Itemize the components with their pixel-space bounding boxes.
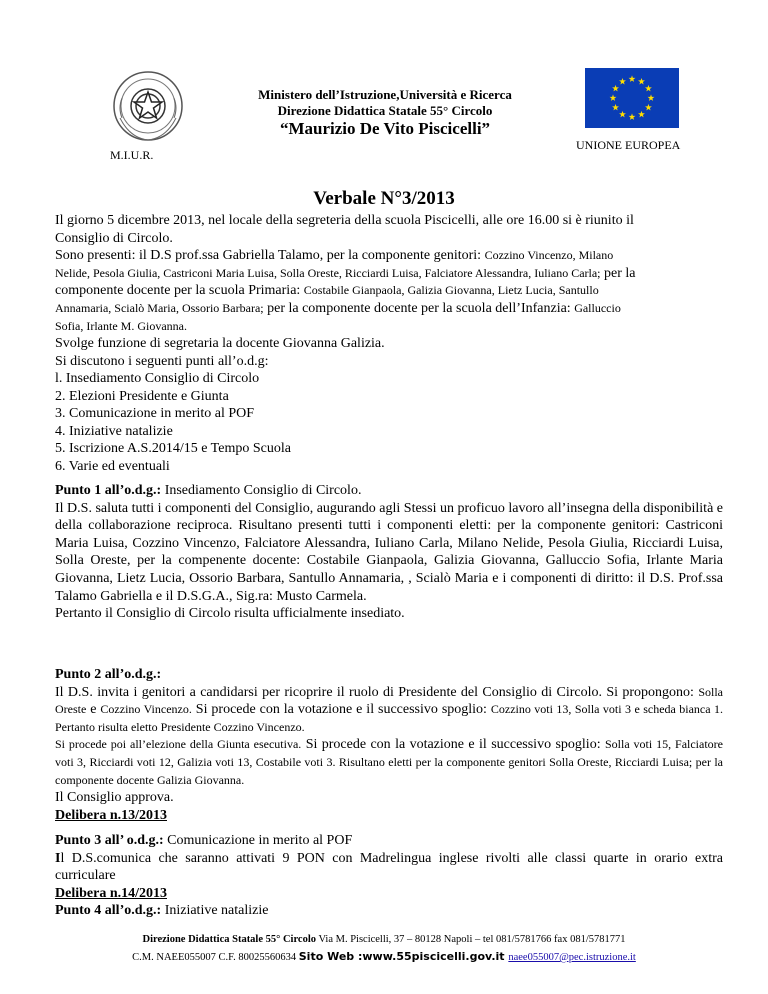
intro-line: Svolge funzione di segretaria la docente Giovanna Galizia. (55, 336, 385, 352)
agenda-item: 2. Elezioni Presidente e Giunta (55, 388, 229, 404)
footer-email-link[interactable]: naee055007@pec.istruzione.it (508, 952, 636, 963)
eu-star-icon (619, 78, 626, 85)
punto-2-approva: Il Consiglio approva. (55, 790, 174, 806)
agenda-item: 6. Varie ed eventuali (55, 458, 170, 474)
punto-4-section (55, 902, 723, 920)
eu-label: UNIONE EUROPEA (576, 138, 681, 152)
ministry-name: Ministero dell’Istruzione,Università e Ricerca (258, 87, 512, 102)
agenda-item: 5. Iscrizione A.S.2014/15 e Tempo Scuola (55, 441, 291, 457)
punto-3-heading: Punto 3 all’ o.d.g.: Comunicazione in merito al POF (55, 833, 353, 848)
delibera-14: Delibera n.14/2013 (55, 885, 167, 901)
document-title: Verbale N°3/2013 (313, 188, 455, 209)
punto-1-section (55, 482, 723, 623)
footer-address: Direzione Didattica Statale 55° Circolo Via M. Piscicelli, 37 – 80128 Napoli – tel 081/5781766 fax 081/5781771 (142, 934, 626, 945)
punto-4-heading: Punto 4 all’o.d.g.: Iniziative natalizie (55, 903, 269, 918)
eu-star-icon (619, 111, 626, 118)
intro-line: Sofia, Irlante M. Giovanna. (55, 318, 187, 333)
eu-star-icon (645, 85, 652, 92)
direction-name: Direzione Didattica Statale 55° Circolo (277, 103, 493, 118)
intro-line: Il giorno 5 dicembre 2013, nel locale della segreteria della scuola Piscicelli, alle ore 16.00 si è riunito il (55, 213, 634, 228)
punto-2-heading: Punto 2 all’o.d.g.: (55, 667, 162, 682)
miur-label: M.I.U.R. (110, 148, 154, 162)
footer-website[interactable]: Sito Web :www.55piscicelli.gov.it (298, 950, 509, 963)
eu-star-icon (610, 94, 617, 101)
agenda-list (55, 370, 723, 476)
intro-line: Consiglio di Circolo. (55, 230, 173, 246)
footer-contacts: C.M. NAEE055007 C.F. 80025560634 Sito Web :www.55piscicelli.gov.it naee055007@pec.istruzione.it (132, 950, 636, 963)
eu-star-icon (629, 75, 636, 82)
eu-star-icon (648, 94, 655, 101)
agenda-item: 4. Iniziative natalizie (55, 423, 173, 439)
eu-star-icon (612, 85, 619, 92)
eu-star-icon (638, 78, 645, 85)
punto-2-section (55, 666, 723, 824)
agenda-item: l. Insediamento Consiglio di Circolo (55, 371, 260, 386)
intro-line: Si discutono i seguenti punti all’o.d.g: (55, 353, 269, 369)
intro-line: Sono presenti: il D.S prof.ssa Gabriella Talamo, per la componente genitori: Cozzino Vincenzo, Milano (55, 248, 614, 264)
punto-1-heading: Punto 1 all’o.d.g.: Insediamento Consiglio di Circolo. (55, 483, 362, 498)
eu-star-icon (638, 111, 645, 118)
school-name: “Maurizio De Vito Piscicelli” (279, 119, 491, 138)
delibera-13: Delibera n.13/2013 (55, 807, 167, 823)
punto-1-body: Il D.S. saluta tutti i componenti del Consiglio, augurando agli Stessi un proficuo lavoro all’insegna della disponibilità e della collaborazione reciproca. Risultano presenti tutti i componenti eletti: per la componente genitori: Castriconi Maria Luisa, Cozzino Vincenzo, Falciatore Alessandra, Iuliano Carla, Milano Nelide, Pesola Giulia, Ricciardi Luisa, Solla Oreste, per la compenente docente: Costabile Gianpaola, Galizia Giovanna, Galluccio Sofia, Irlante Maria Giovanna, Lietz Lucia, Ossorio Barbara, Santullo Annamaria, , Scialò Maria e i componenti di diritto: il D.S. Prof.ssa Talamo Gabriella e il D.S.G.A., Sig.ra: Musto Carmela. (55, 500, 724, 604)
eu-star-icon (629, 113, 636, 120)
eu-flag-icon (585, 68, 679, 128)
punto-3-body: Il D.S.comunica che saranno attivati 9 PON con Madrelingua inglese rivolti alle classi quarte in orario extra curriculare (55, 850, 723, 884)
eu-star-icon (612, 104, 619, 111)
intro-line: Annamaria, Scialò Maria, Ossorio Barbara; per la componente docente per la scuola dell’Infanzia: Galluccio (55, 300, 621, 316)
punto-2-giunta: Si procede poi all’elezione della Giunta esecutiva. Si procede con la votazione e il successivo spoglio: Solla voti 15, Falciatore voti 3, Ricciardi voti 12, Galizia voti 13, Costabile voti 3. Risultano eletti per la componente genitori Solla Oreste, Ricciardi Luisa; per la componente docente Galizia Giovanna. (55, 737, 723, 787)
agenda-item: 3. Comunicazione in merito al POF (55, 406, 255, 422)
italian-republic-emblem-icon (110, 68, 186, 144)
punto-2-body: Il D.S. invita i genitori a candidarsi per ricoprire il ruolo di Presidente del Consiglio di Circolo. Si propongono: Solla Oreste e Cozzino Vincenzo. Si procede con la votazione e il successivo spoglio: Cozzino voti 13, Solla voti 3 e scheda bianca 1. Pertanto risulta eletto Presidente Cozzino Vincenzo. (55, 684, 724, 734)
punto-3-section (55, 832, 723, 902)
intro-line: Nelide, Pesola Giulia, Castriconi Maria Luisa, Solla Oreste, Ricciardi Luisa, Falciatore Alessandra, Iuliano Carla; per la (55, 265, 636, 281)
punto-1-end: Pertanto il Consiglio di Circolo risulta ufficialmente insediato. (55, 606, 405, 622)
eu-star-icon (645, 104, 652, 111)
intro-paragraph (55, 212, 723, 370)
intro-line: componente docente per la scuola Primaria: Costabile Gianpaola, Galizia Giovanna, Lietz Lucia, Santullo (55, 283, 599, 299)
